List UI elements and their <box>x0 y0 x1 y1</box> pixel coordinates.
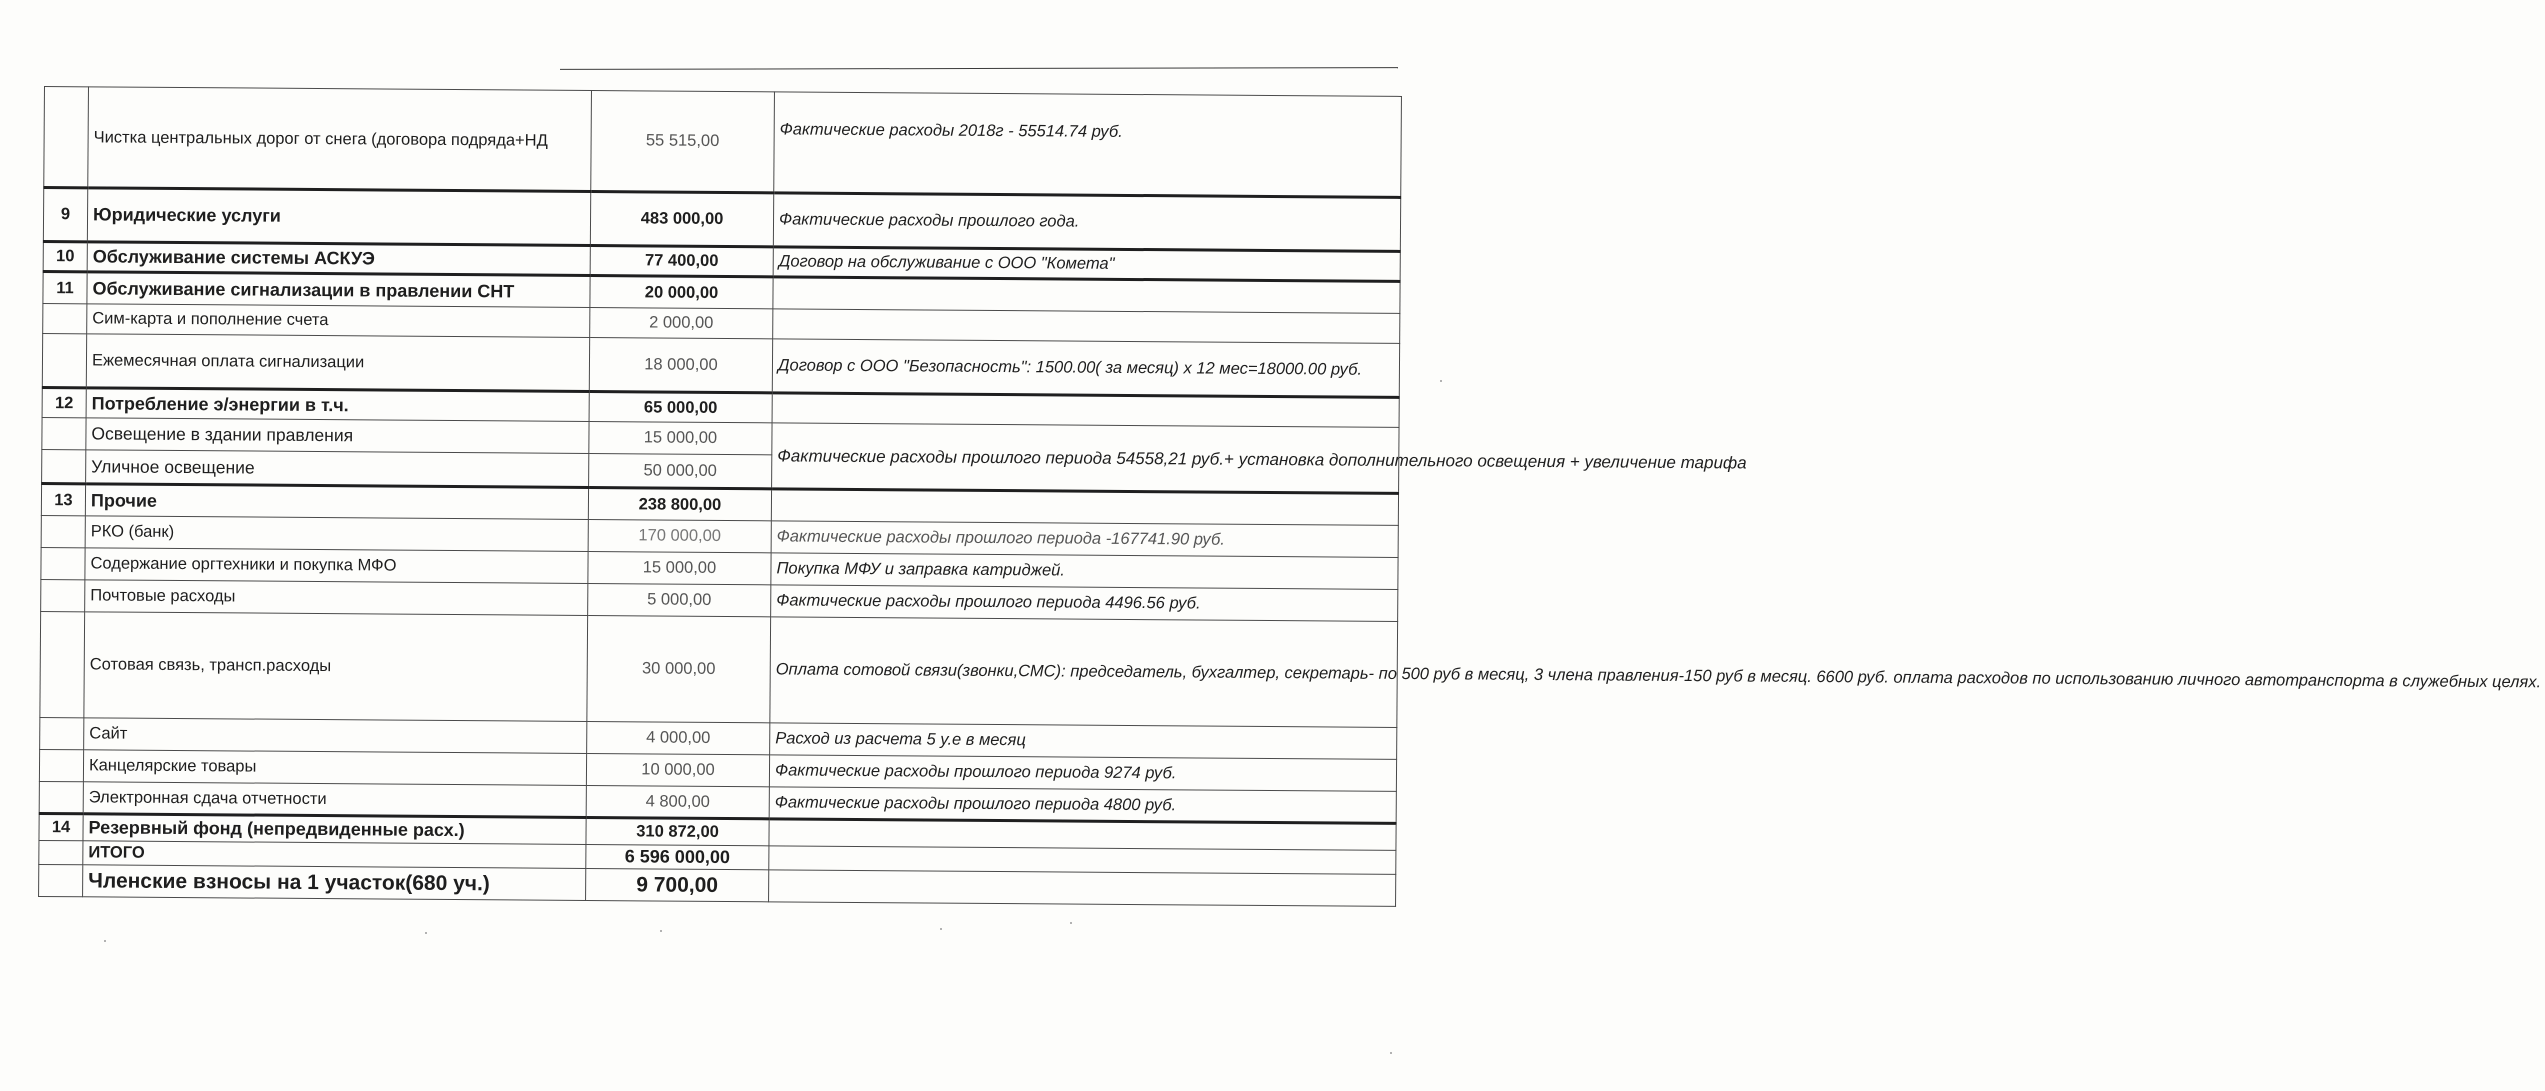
membership-fee-amount: 9 700,00 <box>586 868 769 901</box>
expense-name: Юридические услуги <box>87 188 590 246</box>
expense-name: Чистка центральных дорог от снега (договора подряда+НД <box>88 87 592 192</box>
expense-name: Канцелярские товары <box>83 750 586 786</box>
expense-name: Сайт <box>84 718 587 754</box>
row-number: 9 <box>43 188 87 242</box>
scan-speck <box>104 940 106 942</box>
row-number <box>41 515 85 547</box>
total-amount: 6 596 000,00 <box>586 844 769 869</box>
expense-amount: 55 515,00 <box>591 91 775 193</box>
row-number <box>39 781 83 813</box>
expense-amount: 50 000,00 <box>589 454 772 489</box>
expense-name: Потребление э/энергии в т.ч. <box>86 388 589 422</box>
expense-note: Фактические расходы прошлого периода 4496.56 руб. <box>771 585 1398 622</box>
expense-note <box>769 870 1396 907</box>
expense-note <box>773 309 1400 344</box>
row-number <box>43 303 87 333</box>
row-number <box>41 579 85 611</box>
scan-speck <box>1070 922 1072 924</box>
budget-table <box>38 86 2542 907</box>
expense-note: Фактические расходы прошлого периода 9274 руб. <box>769 755 1396 792</box>
expense-name: Электронная сдача отчетности <box>83 782 586 818</box>
expense-name: Сотовая связь, трансп.расходы <box>84 612 588 722</box>
expense-note: Фактические расходы прошлого периода 54558,21 руб.+ установка дополнительного освещения + увеличение тарифа <box>772 423 1399 494</box>
expense-name: Освещение в здании правления <box>86 418 589 454</box>
row-number <box>39 749 83 781</box>
top-rule <box>560 67 1398 70</box>
expense-note <box>771 489 1398 526</box>
expense-name: Почтовые расходы <box>85 580 588 616</box>
expense-note: Оплата сотовой связи(звонки,СМС): председатель, бухгалтер, секретарь- по 500 руб в месяц, 3 члена правления-150 руб в месяц. 6600 руб. оплата расходов по использованию личного автотранспорта в служебных целях. <box>770 617 1398 728</box>
expense-amount: 310 872,00 <box>586 817 769 845</box>
expense-note <box>772 393 1399 428</box>
row-number <box>44 87 89 188</box>
expense-name: Обслуживание системы АСКУЭ <box>87 242 590 276</box>
expense-amount: 483 000,00 <box>590 192 773 247</box>
expense-amount: 15 000,00 <box>588 552 771 585</box>
expense-name: Уличное освещение <box>86 450 589 488</box>
row-number: 14 <box>39 813 83 840</box>
expense-amount: 20 000,00 <box>590 276 773 309</box>
row-number: 11 <box>43 271 87 303</box>
expense-name: Ежемесячная оплата сигнализации <box>86 334 589 392</box>
expense-amount: 77 400,00 <box>590 246 773 277</box>
row-number <box>41 547 85 579</box>
expense-note: Фактические расходы прошлого года. <box>773 193 1400 252</box>
expense-amount: 170 000,00 <box>588 520 771 553</box>
row-number <box>40 717 84 749</box>
row-number: 12 <box>42 387 86 417</box>
scan-speck <box>425 932 427 934</box>
row-number <box>42 417 86 449</box>
expense-amount: 10 000,00 <box>586 753 769 786</box>
expense-note: Договор с ООО "Безопасность": 1500.00( за месяц) х 12 мес=18000.00 руб. <box>772 339 1399 398</box>
row-number: 13 <box>41 483 85 515</box>
row-number <box>42 449 86 483</box>
budget-sheet <box>38 86 2542 907</box>
expense-name: Сим-карта и пополнение счета <box>87 304 590 338</box>
expense-note: Расход из расчета 5 у.е в месяц <box>770 723 1397 760</box>
expense-name: Прочие <box>85 484 588 520</box>
expense-amount: 2 000,00 <box>590 308 773 339</box>
expense-amount: 65 000,00 <box>589 392 772 423</box>
row-number <box>39 864 83 896</box>
expense-note: Договор на обслуживание с ООО "Комета" <box>773 247 1400 282</box>
table-row <box>43 188 1400 252</box>
expense-note <box>773 277 1400 314</box>
expense-note: Фактические расходы 2018г - 55514.74 руб. <box>774 92 1402 198</box>
expense-amount: 4 800,00 <box>586 785 769 818</box>
expense-amount: 5 000,00 <box>588 584 771 617</box>
scan-speck <box>1390 1052 1392 1054</box>
expense-amount: 4 000,00 <box>587 721 770 754</box>
expense-note: Фактические расходы прошлого периода 4800 руб. <box>769 787 1396 824</box>
row-number <box>42 333 86 387</box>
row-number <box>39 840 83 864</box>
expense-amount: 15 000,00 <box>589 422 772 455</box>
row-number <box>40 611 85 717</box>
table-row <box>40 611 1398 727</box>
expense-amount: 18 000,00 <box>589 338 772 393</box>
expense-name: Резервный фонд (непредвиденные расх.) <box>83 814 586 845</box>
scan-speck <box>940 928 942 930</box>
total-label: ИТОГО <box>83 841 586 869</box>
table-row <box>44 87 1402 198</box>
membership-fee-label: Членские взносы на 1 участок(680 уч.) <box>83 865 586 901</box>
expense-note: Покупка МФУ и заправка катриджей. <box>771 553 1398 590</box>
expense-name: Содержание оргтехники и покупка МФО <box>85 548 588 584</box>
scan-speck <box>1440 380 1442 382</box>
expense-name: РКО (банк) <box>85 516 588 552</box>
expense-amount: 30 000,00 <box>587 615 771 722</box>
expense-name: Обслуживание сигнализации в правлении СНТ <box>87 272 590 308</box>
expense-amount: 238 800,00 <box>588 488 771 521</box>
expense-note: Фактические расходы прошлого периода -167741.90 руб. <box>771 521 1398 558</box>
table-row <box>42 333 1399 397</box>
scan-speck <box>660 930 662 932</box>
row-number: 10 <box>43 241 87 271</box>
